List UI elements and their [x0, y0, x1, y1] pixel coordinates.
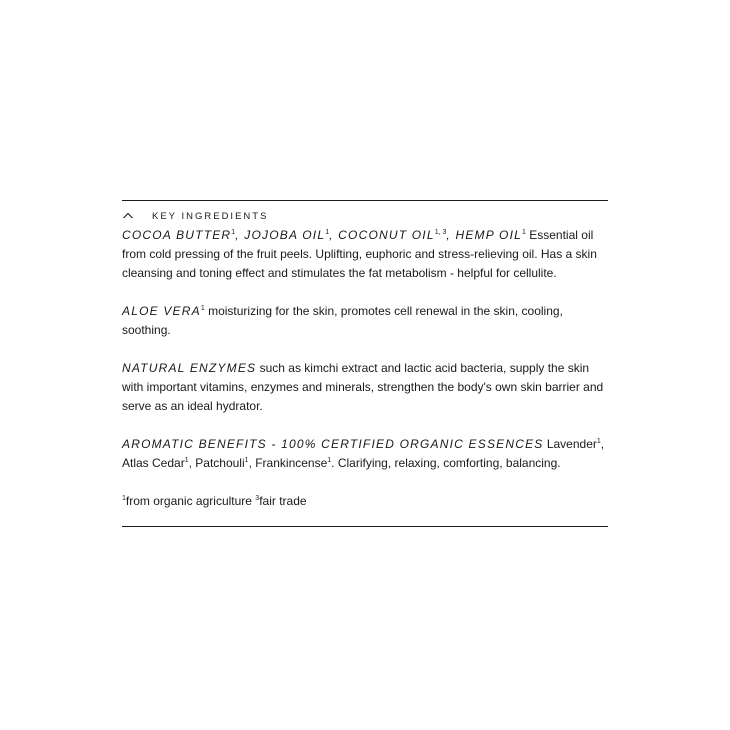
footnote-text: from organic agriculture	[125, 494, 256, 508]
ingredient-description: . Clarifying, relaxing, comforting, balancing.	[331, 456, 561, 470]
footnote-marker: 1	[596, 438, 601, 445]
key-ingredients-panel	[122, 200, 608, 527]
ingredient-paragraph	[122, 435, 608, 473]
ingredient-name: AROMATIC BENEFITS - 100% CERTIFIED ORGANIC ESSENCES	[122, 437, 544, 451]
ingredient-name: JOJOBA OIL	[244, 228, 326, 242]
footnote-marker: 1	[244, 457, 249, 464]
chevron-up-icon[interactable]	[122, 210, 134, 222]
footnote-marker: 1	[184, 457, 189, 464]
ingredient-description: moisturizing for the skin, promotes cell renewal in the skin, cooling, soothing.	[122, 304, 563, 337]
ingredient-paragraph	[122, 359, 608, 416]
key-ingredients-toggle[interactable]	[122, 209, 268, 223]
footnote-marker: 3	[255, 495, 260, 502]
footnote-marker: 1	[325, 229, 330, 236]
footnote-text: fair trade	[259, 494, 307, 508]
ingredient-description: Essential oil from cold pressing of the fruit peels. Uplifting, euphoric and stress-relieving oil. Has a skin cleansing and toning effect and stimulates the fat metabolism - helpful for cellulite.	[122, 228, 597, 280]
footnote	[122, 492, 608, 511]
footnote-marker: 1	[522, 229, 526, 236]
ingredient-description: such as kimchi extract and lactic acid bacteria, supply the skin with important vitamins, enzymes and minerals, strengthen the body's own skin barrier and serve as an ideal hydrator.	[122, 361, 604, 413]
ingredient-paragraph: COCOA BUTTER$^1$, JOJOBA OIL$^1$, COCONUT OIL$^{1, 3}$, HEMP OIL$^1$ Essential oil from cold pressing of the fruit peels. Uplifting, euphoric and stress-relieving oil. Has a skin cleansing and toning effect and stimulates the fat metabolism - helpful for cellulite.	[122, 228, 597, 280]
ingredient-paragraph	[122, 302, 608, 340]
footnote-marker: 1	[200, 305, 205, 312]
ingredient-name: COCONUT OIL	[338, 228, 435, 242]
footnote-marker: 1	[231, 229, 236, 236]
ingredients-content	[122, 226, 608, 511]
section-title: KEY INGREDIENTS	[152, 210, 269, 222]
ingredient-name: ALOE VERA	[122, 304, 201, 318]
ingredient-description: , Frankincense	[248, 456, 328, 470]
footnote-marker: 1, 3	[434, 229, 447, 236]
ingredient-name: NATURAL ENZYMES	[122, 361, 257, 375]
ingredient-name: COCOA BUTTER	[122, 228, 232, 242]
footnote-marker: 1	[327, 457, 332, 464]
ingredient-description: , Patchouli	[188, 456, 245, 470]
footnote-marker: 1	[122, 495, 126, 502]
ingredient-name: HEMP OIL	[455, 228, 522, 242]
ingredient-description: , Atlas Cedar	[122, 437, 605, 470]
ingredient-description: Lavender	[543, 437, 597, 451]
